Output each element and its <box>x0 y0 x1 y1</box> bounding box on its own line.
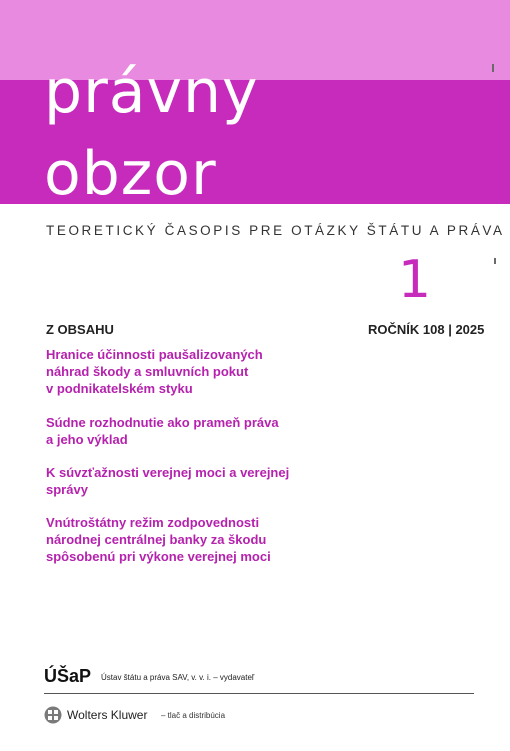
distributor-role: – tlač a distribúcia <box>161 711 226 720</box>
footer-divider <box>44 693 474 694</box>
distributor-name: Wolters Kluwer <box>67 708 148 722</box>
article-title-line: náhrad škody a smluvních pokut <box>46 364 249 379</box>
article-title-1 <box>46 346 346 397</box>
scan-mark <box>492 64 494 72</box>
magazine-subtitle: TEORETICKÝ ČASOPIS PRE OTÁZKY ŠTÁTU A PRÁVA <box>46 223 505 238</box>
article-title-line: Hranice účinnosti paušalizovaných <box>46 347 263 362</box>
article-title-2 <box>46 414 346 448</box>
wolters-kluwer-logo-icon <box>44 706 62 724</box>
article-title-line: a jeho výklad <box>46 432 128 447</box>
article-title-4 <box>46 514 346 565</box>
issue-number: 1 <box>398 250 432 310</box>
article-title-line: Vnútroštátny režim zodpovednosti <box>46 515 260 530</box>
article-title-line: v podnikatelském styku <box>46 381 193 396</box>
article-title-line: spôsobenú pri výkone verejnej moci <box>46 549 271 564</box>
article-title-3 <box>46 464 346 498</box>
article-title-line: K súvzťažnosti verejnej moci a verejnej <box>46 465 290 480</box>
contents-heading: Z OBSAHU <box>46 322 114 337</box>
publisher-logo: ÚŠaP <box>44 666 92 686</box>
publisher-text: Ústav štátu a práva SAV, v. v. i. – vydavateľ <box>101 673 255 682</box>
magazine-title-line1: právny <box>44 57 259 127</box>
article-title-line: národnej centrálnej banky za škodu <box>46 532 267 547</box>
scan-mark <box>494 258 496 264</box>
article-title-line: Súdne rozhodnutie ako prameň práva <box>46 415 279 430</box>
volume-year: ROČNÍK 108 | 2025 <box>368 322 485 337</box>
magazine-title-line2: obzor <box>44 139 217 209</box>
article-title-line: správy <box>46 482 88 497</box>
